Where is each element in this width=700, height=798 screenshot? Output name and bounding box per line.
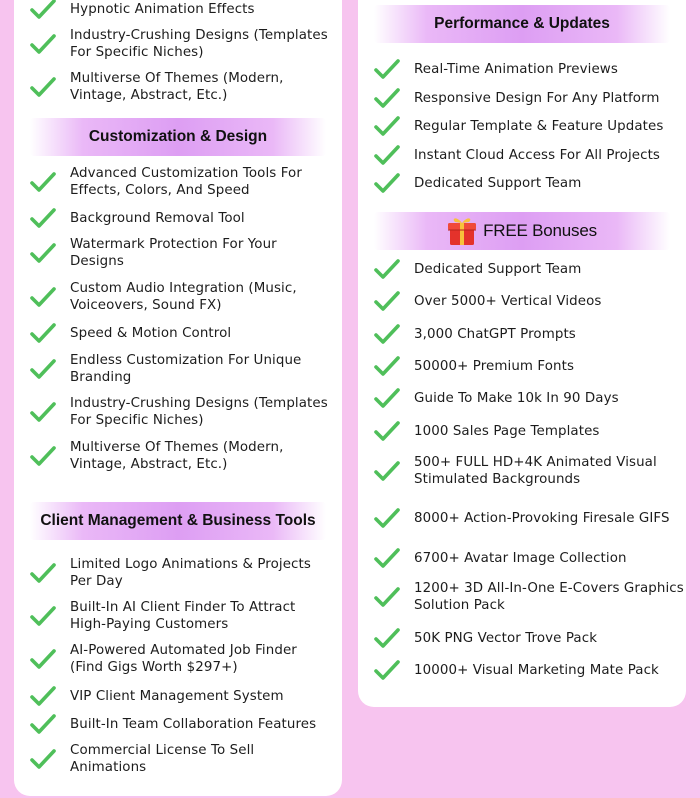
gift-icon <box>447 215 477 247</box>
feature-item <box>379 451 686 491</box>
check-icon <box>374 387 400 409</box>
check-icon <box>30 445 56 467</box>
feature-item <box>379 538 686 578</box>
feature-item <box>35 553 332 593</box>
check-icon <box>374 290 400 312</box>
check-icon <box>374 172 400 194</box>
feature-item-label: Advanced Customization Tools For Effects, Colors, And Speed <box>70 166 302 198</box>
check-icon <box>30 76 56 98</box>
check-icon <box>374 627 400 649</box>
feature-item <box>379 577 686 617</box>
feature-item-label: 8000+ Action-Provoking Firesale GIFS <box>414 510 670 526</box>
feature-item-label: Instant Cloud Access For All Projects <box>414 147 660 163</box>
feature-item-label: Multiverse Of Themes (Modern, Vintage, Abstract, Etc.) <box>70 71 284 103</box>
check-icon <box>30 401 56 423</box>
check-icon <box>374 460 400 482</box>
feature-item <box>35 704 332 744</box>
bonuses-heading <box>374 212 670 250</box>
feature-item-label: 1000 Sales Page Templates <box>414 423 600 439</box>
check-icon <box>374 355 400 377</box>
feature-item <box>35 349 332 389</box>
check-icon <box>30 207 56 229</box>
feature-item-label: Responsive Design For Any Platform <box>414 90 660 106</box>
check-icon <box>374 420 400 442</box>
feature-item-label: Industry-Crushing Designs (Templates For Specific Niches) <box>70 396 328 428</box>
check-icon <box>374 58 400 80</box>
check-icon <box>30 171 56 193</box>
feature-item-label: Built-In Team Collaboration Features <box>70 716 317 732</box>
check-icon <box>30 358 56 380</box>
feature-item <box>35 198 332 238</box>
check-icon <box>374 586 400 608</box>
feature-item-label: 3,000 ChatGPT Prompts <box>414 326 576 342</box>
client-management-heading: Client Management & Business Tools <box>30 502 326 540</box>
check-icon <box>30 33 56 55</box>
check-icon <box>30 322 56 344</box>
feature-item-label: Guide To Make 10k In 90 Days <box>414 390 619 406</box>
feature-item-label: Dedicated Support Team <box>414 175 582 191</box>
feature-item <box>35 639 332 679</box>
feature-item <box>35 739 332 779</box>
feature-item-label: Custom Audio Integration (Music, Voiceovers, Sound FX) <box>70 281 297 313</box>
check-icon <box>30 562 56 584</box>
check-icon <box>374 507 400 529</box>
feature-item <box>35 313 332 353</box>
feature-item-label: VIP Client Management System <box>70 688 284 704</box>
check-icon <box>30 748 56 770</box>
feature-item-label: Commercial License To Sell Animations <box>70 743 255 775</box>
check-icon <box>374 258 400 280</box>
feature-item <box>35 277 332 317</box>
feature-item <box>35 596 332 636</box>
feature-item-label: 6700+ Avatar Image Collection <box>414 550 627 566</box>
feature-item <box>35 162 332 202</box>
feature-item <box>379 411 686 451</box>
feature-item-label: Dedicated Support Team <box>414 261 582 277</box>
feature-item <box>379 498 686 538</box>
feature-item-label: Multiverse Of Themes (Modern, Vintage, Abstract, Etc.) <box>70 440 284 472</box>
feature-item <box>35 233 332 273</box>
feature-item-label: Hypnotic Animation Effects <box>70 1 255 17</box>
feature-item <box>379 163 686 203</box>
feature-item-label: Regular Template & Feature Updates <box>414 118 664 134</box>
feature-item-label: 500+ FULL HD+4K Animated Visual Stimulated Backgrounds <box>414 455 657 487</box>
feature-item-label: 50K PNG Vector Trove Pack <box>414 630 598 646</box>
feature-item-label: 1200+ 3D All-In-One E-Covers Graphics Solution Pack <box>414 581 684 613</box>
feature-item-label: 10000+ Visual Marketing Mate Pack <box>414 662 659 678</box>
feature-item-label: Watermark Protection For Your Designs <box>70 237 277 269</box>
performance-heading: Performance & Updates <box>374 5 670 43</box>
feature-item-label: Industry-Crushing Designs (Templates For Specific Niches) <box>70 28 328 60</box>
feature-item-label: AI-Powered Automated Job Finder (Find Gigs Worth $297+) <box>70 643 297 675</box>
check-icon <box>30 605 56 627</box>
feature-item <box>35 24 332 64</box>
feature-item <box>35 392 332 432</box>
check-icon <box>30 286 56 308</box>
check-icon <box>374 547 400 569</box>
check-icon <box>30 0 56 20</box>
feature-item-label: Built-In AI Client Finder To Attract High-Paying Customers <box>70 600 296 632</box>
feature-item-label: Limited Logo Animations & Projects Per Day <box>70 557 311 589</box>
feature-item-label: Real-Time Animation Previews <box>414 61 618 77</box>
feature-item <box>35 436 332 476</box>
feature-item <box>379 650 686 690</box>
feature-item-label: Endless Customization For Unique Branding <box>70 353 302 385</box>
check-icon <box>30 713 56 735</box>
check-icon <box>30 242 56 264</box>
check-icon <box>374 115 400 137</box>
feature-item-label: 50000+ Premium Fonts <box>414 358 575 374</box>
check-icon <box>374 659 400 681</box>
feature-item-label: Background Removal Tool <box>70 210 245 226</box>
bonuses-heading-label: FREE Bonuses <box>483 221 597 240</box>
feature-item <box>35 67 332 107</box>
check-icon <box>30 648 56 670</box>
customization-heading: Customization & Design <box>30 118 326 156</box>
feature-item-label: Over 5000+ Vertical Videos <box>414 293 602 309</box>
check-icon <box>374 323 400 345</box>
feature-item-label: Speed & Motion Control <box>70 325 232 341</box>
